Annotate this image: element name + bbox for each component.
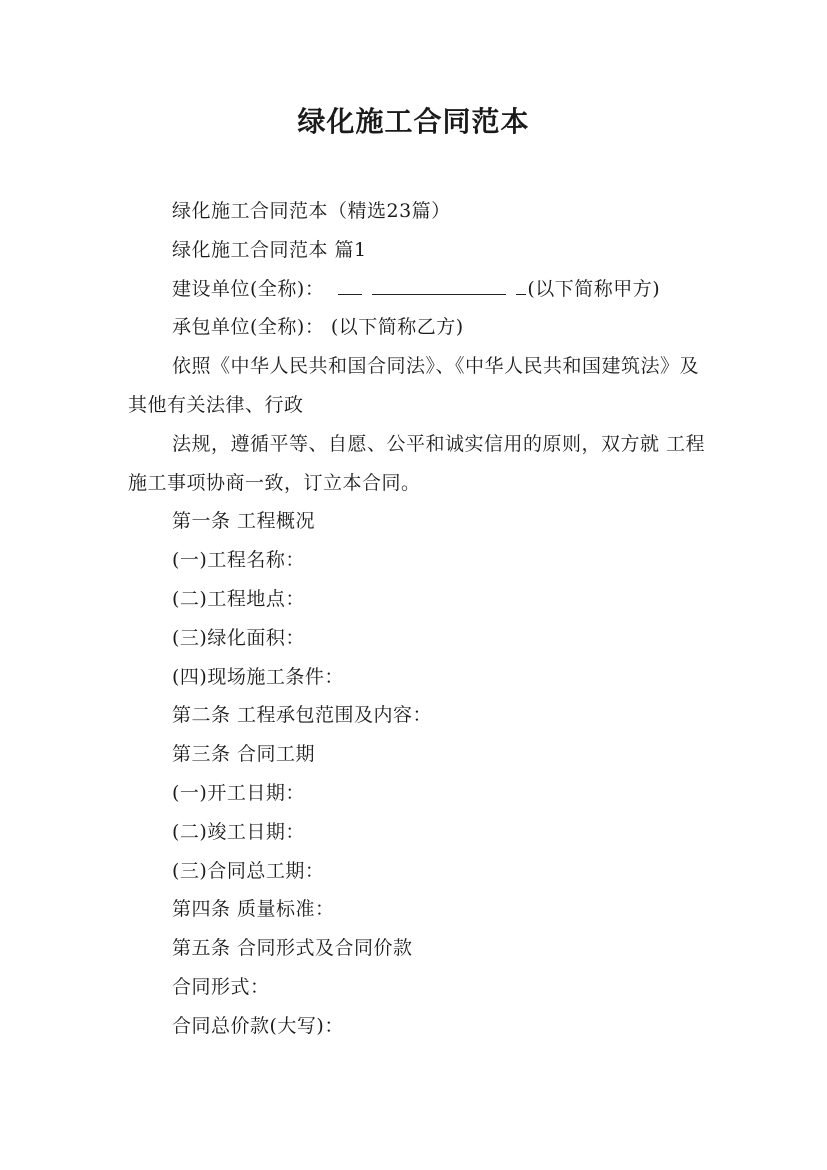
subtitle-line: 绿化施工合同范本（精选23篇） (172, 200, 451, 222)
article-line: (四)现场施工条件： (172, 665, 344, 688)
contractor-line: 承包单位(全称)： (以下简称乙方) (172, 316, 464, 339)
article-line: (二)竣工日期： (172, 820, 305, 843)
article-line: (三)绿化面积： (172, 626, 305, 649)
builder-blank-tiny (516, 280, 526, 295)
article-line: 第五条 合同形式及合同价款 (172, 937, 413, 960)
builder-suffix: (以下简称甲方) (527, 277, 661, 300)
document-title: 绿化施工合同范本 (297, 105, 530, 138)
basis-paragraph-1: 依照《中华人民共和国合同法》、《中华人民共和国建筑法》及其他有关法律、行政 (128, 355, 700, 416)
article-line: 第三条 合同工期 (172, 743, 316, 766)
article-line: 合同总价款(大写)： (172, 1014, 344, 1037)
basis-paragraph-2: 法规，遵循平等、自愿、公平和诚实信用的原则，双方就 工程施工事项协商一致，订立本合同。 (128, 432, 706, 494)
article-line: (三)合同总工期： (172, 859, 325, 882)
document-body (128, 192, 708, 1046)
article-line: (二)工程地点： (172, 587, 305, 610)
builder-blank-short (338, 280, 362, 295)
section-heading: 绿化施工合同范本 篇1 (172, 238, 367, 261)
article-line: (一)工程名称： (172, 549, 305, 572)
builder-line (128, 270, 708, 309)
article-line: 第二条 工程承包范围及内容： (172, 704, 433, 727)
article-line: 合同形式： (172, 975, 270, 998)
builder-blank-long (372, 280, 506, 295)
article-line: 第四条 质量标准： (172, 898, 335, 921)
builder-label: 建设单位(全称)： (172, 277, 325, 300)
article-line: (一)开工日期： (172, 781, 305, 804)
article-line: 第一条 工程概况 (172, 510, 316, 533)
